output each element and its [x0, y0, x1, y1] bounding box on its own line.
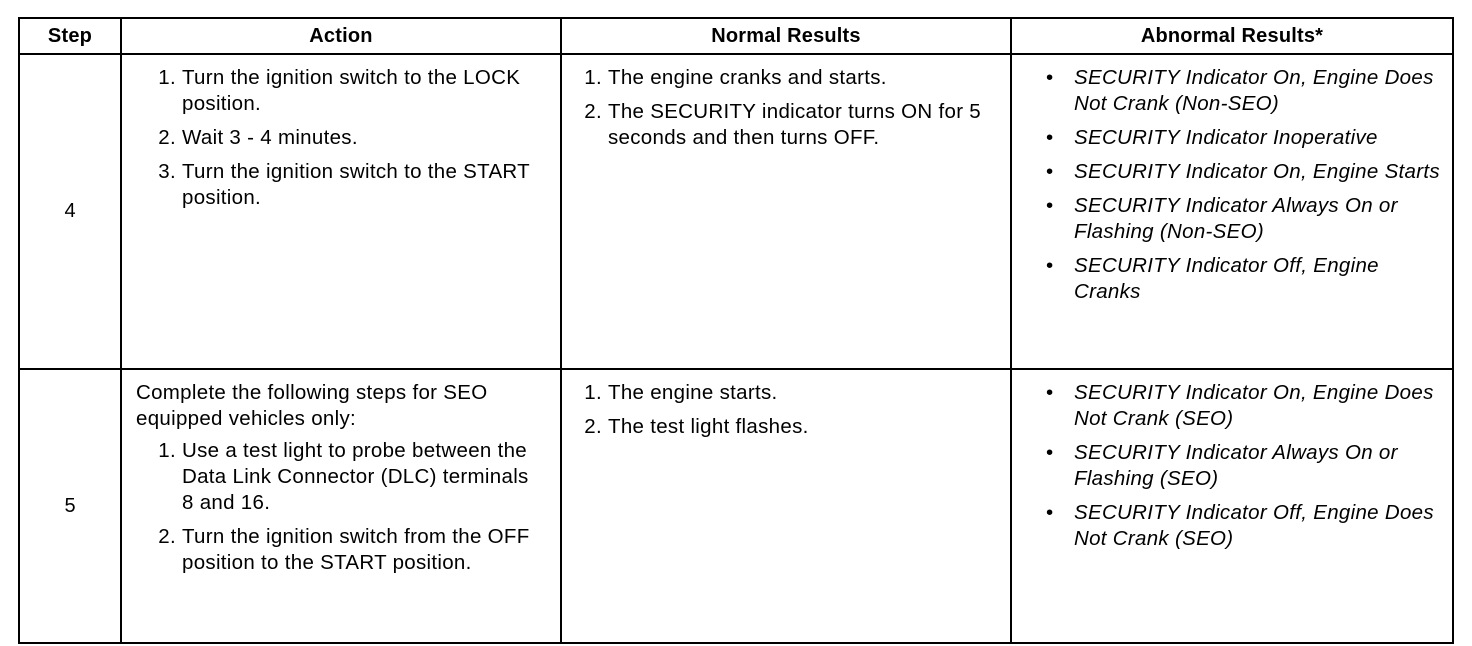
list-item: 2. The SECURITY indicator turns ON for 5 seconds and then turns OFF. — [584, 100, 982, 149]
list-item: 1. The engine starts. — [584, 381, 778, 404]
list-item: 2. Turn the ignition switch from the OFF position to the START position. — [158, 525, 530, 574]
step-number: 5 — [19, 369, 121, 643]
step-number: 4 — [19, 54, 121, 369]
action-cell — [121, 54, 561, 369]
header-abnormal-results: Abnormal Results* — [1011, 18, 1453, 54]
normal-results-cell — [561, 369, 1011, 643]
table-row — [19, 369, 1453, 643]
list-item: 2. Wait 3 - 4 minutes. — [158, 126, 358, 149]
action-steps-list — [148, 65, 546, 211]
list-item: 1. Use a test light to probe between the Data Link Connector (DLC) terminals 8 and 16. — [158, 439, 529, 514]
header-row — [19, 18, 1453, 54]
list-item: • SECURITY Indicator On, Engine Does Not Crank (Non-SEO) — [1046, 66, 1434, 115]
list-item: • SECURITY Indicator Off, Engine Does Not Crank (SEO) — [1046, 501, 1434, 550]
list-item: 1. The engine cranks and starts. — [584, 66, 887, 89]
list-item: • SECURITY Indicator Off, Engine Cranks — [1046, 254, 1379, 303]
header-step: Step — [19, 18, 121, 54]
action-cell — [121, 369, 561, 643]
list-item: • SECURITY Indicator On, Engine Does Not Crank (SEO) — [1046, 381, 1434, 430]
abnormal-results-list — [1042, 380, 1442, 552]
normal-results-list — [574, 65, 996, 151]
list-item: • SECURITY Indicator Inoperative — [1046, 126, 1378, 149]
header-normal-results: Normal Results — [561, 18, 1011, 54]
normal-results-list — [574, 380, 996, 440]
diagnostic-table — [18, 17, 1454, 644]
action-intro: Complete the following steps for SEO equipped vehicles only: — [136, 381, 488, 430]
list-item: 1. Turn the ignition switch to the LOCK position. — [158, 66, 521, 115]
list-item: • SECURITY Indicator On, Engine Starts — [1046, 160, 1440, 183]
table-row — [19, 54, 1453, 369]
list-item: • SECURITY Indicator Always On or Flashing (SEO) — [1046, 441, 1398, 490]
action-steps-list — [148, 438, 546, 576]
abnormal-results-cell — [1011, 369, 1453, 643]
list-item: 2. The test light flashes. — [584, 415, 809, 438]
header-action: Action — [121, 18, 561, 54]
normal-results-cell — [561, 54, 1011, 369]
list-item: • SECURITY Indicator Always On or Flashing (Non-SEO) — [1046, 194, 1398, 243]
list-item: 3. Turn the ignition switch to the START position. — [158, 160, 530, 209]
abnormal-results-list — [1042, 65, 1442, 305]
abnormal-results-cell — [1011, 54, 1453, 369]
